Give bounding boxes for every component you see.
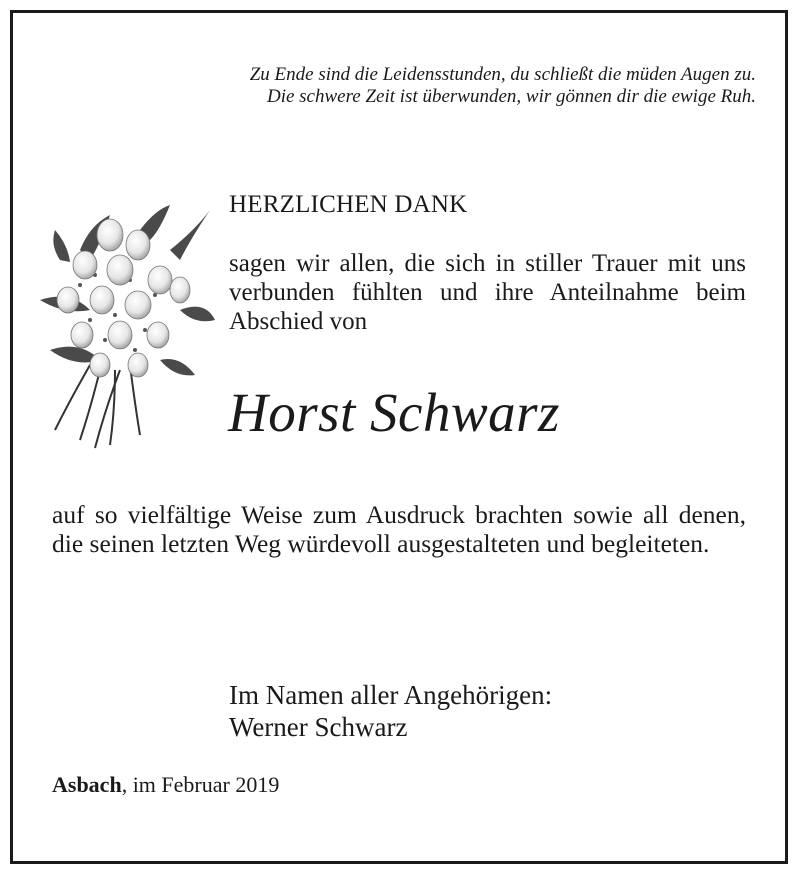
poem-line-2: Die schwere Zeit ist überwunden, wir gönnen dir die ewige Ruh.	[266, 86, 756, 107]
poem-verse	[250, 64, 756, 108]
date-text: , im Februar 2019	[121, 772, 280, 797]
place-date	[52, 772, 279, 798]
signature-line-2: Werner Schwarz	[229, 712, 408, 742]
poem-line-1: Zu Ende sind die Leidensstunden, du schließt die müden Augen zu.	[249, 64, 756, 85]
thanks-heading: HERZLICHEN DANK	[229, 191, 468, 218]
signature-line-1: Im Namen aller Angehörigen:	[229, 680, 553, 710]
signature-block	[229, 679, 552, 743]
thanks-intro-text: sagen wir allen, die sich in stiller Trauer mit uns verbunden fühlten und ihre Anteilnahme beim Abschied von	[229, 250, 746, 335]
flower-bouquet-icon	[20, 190, 220, 450]
deceased-name: Horst Schwarz	[228, 382, 560, 443]
thanks-body-text: auf so vielfältige Weise zum Ausdruck brachten sowie all denen, die seinen letzten Weg würdevoll ausgestalteten und begleiteten.	[52, 500, 746, 558]
place-name: Asbach	[52, 772, 122, 797]
